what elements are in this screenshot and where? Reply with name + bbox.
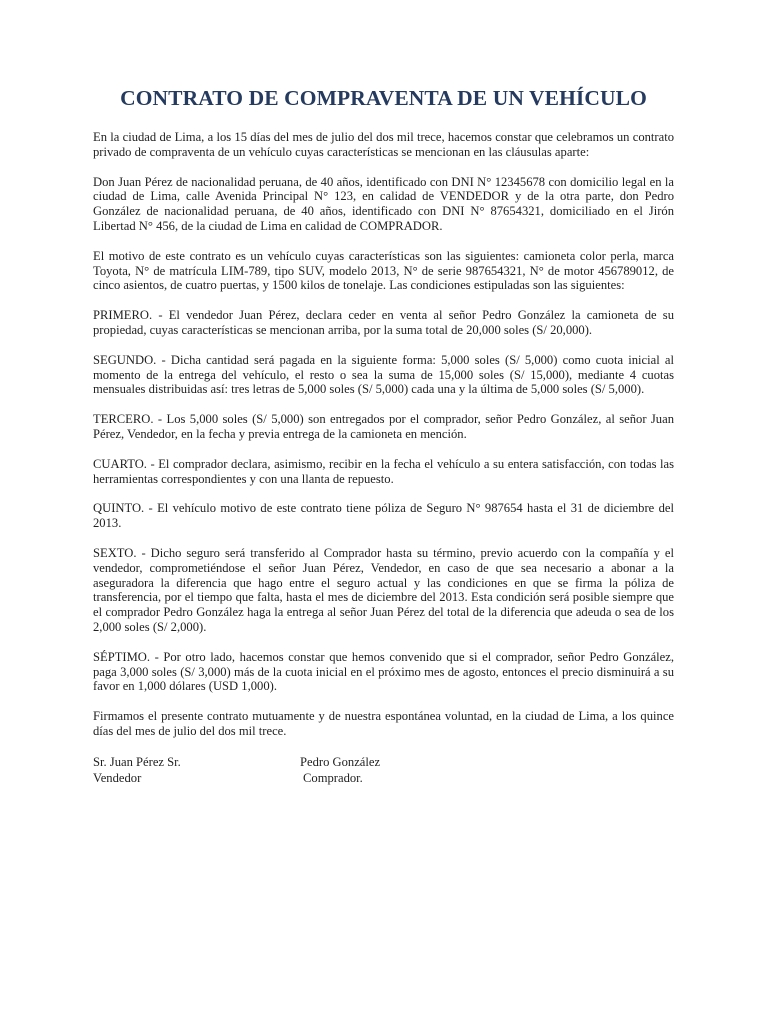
signature-block <box>93 754 674 786</box>
signature-roles-row <box>93 770 674 786</box>
clause-cuarto: CUARTO. - El comprador declara, asimismo, recibir en la fecha el vehículo a su entera satisfacción, con todas las herramientas correspondientes y con una llanta de repuesto. <box>93 456 674 486</box>
buyer-role: Comprador. <box>303 770 363 785</box>
clause-septimo: SÉPTIMO. - Por otro lado, hacemos constar que hemos convenido que si el comprador, señor Pedro González, paga 3,000 soles (S/ 3,000) más de la cuota inicial en el próximo mes de agosto, entonces el precio disminuirá a su favor en 1,000 dólares (USD 1,000). <box>93 649 674 694</box>
document-title: CONTRATO DE COMPRAVENTA DE UN VEHÍCULO <box>120 86 647 110</box>
signature-names-row <box>93 754 674 770</box>
clause-segundo: SEGUNDO. - Dicha cantidad será pagada en la siguiente forma: 5,000 soles (S/ 5,000) como cuota inicial al momento de la entrega del vehículo, el resto o sea la suma de 15,000 soles (S/ 15,000), mediante 4 cuotas mensuales distribuidas así: tres letras de 5,000 soles (S/ 5,000) cada una y la última de 5,000 soles (S/ 5,000). <box>93 352 674 397</box>
buyer-name: Pedro González <box>300 754 381 769</box>
parties-paragraph: Don Juan Pérez de nacionalidad peruana, de 40 años, identificado con DNI N° 12345678 con domicilio legal en la ciudad de Lima, calle Avenida Principal N° 123, en calidad de VENDEDOR y de la otra parte, don Pedro González de nacionalidad peruana, de 40 años, identificado con DNI N° 87654321, domiciliado en el Jirón Libertad N° 456, de la ciudad de Lima en calidad de COMPRADOR. <box>93 174 674 233</box>
clause-primero: PRIMERO. - El vendedor Juan Pérez, declara ceder en venta al señor Pedro González la camioneta de su propiedad, cuyas características se mencionan arriba, por la suma total de 20,000 soles (S/ 20,000). <box>93 308 674 337</box>
clause-tercero: TERCERO. - Los 5,000 soles (S/ 5,000) son entregados por el comprador, señor Pedro González, al señor Juan Pérez, Vendedor, en la fecha y previa entrega de la camioneta en mención. <box>93 412 674 441</box>
seller-role: Vendedor <box>93 770 142 785</box>
closing-paragraph: Firmamos el presente contrato mutuamente y de nuestra espontánea voluntad, en la ciudad de Lima, a los quince días del mes de julio del dos mil trece. <box>93 709 674 738</box>
contract-page <box>93 86 674 786</box>
vehicle-description-paragraph: El motivo de este contrato es un vehículo cuyas características son las siguientes: camioneta color perla, marca Toyota, N° de matrícula LIM-789, tipo SUV, modelo 2013, N° de serie 987654321, N° de motor 456789012, de cinco asientos, de cuatro puertas, y 1500 kilos de tonelaje. Las condiciones estipuladas son las siguientes: <box>93 248 674 293</box>
seller-name: Sr. Juan Pérez Sr. <box>93 754 181 769</box>
intro-paragraph: En la ciudad de Lima, a los 15 días del mes de julio del dos mil trece, hacemos constar que celebramos un contrato privado de compraventa de un vehículo cuyas características se mencionan en las cláusulas aparte: <box>93 130 674 159</box>
clause-quinto: QUINTO. - El vehículo motivo de este contrato tiene póliza de Seguro N° 987654 hasta el 31 de diciembre del 2013. <box>93 501 674 531</box>
clause-sexto: SEXTO. - Dicho seguro será transferido al Comprador hasta su término, previo acuerdo con la compañía y el vendedor, comprometiéndose el señor Juan Pérez, Vendedor, en caso de que sea necesario a abonar a la aseguradora la diferencia que hago entre el seguro actual y las condiciones en que se firma la póliza de transferencia, por el tiempo que falta, hasta el mes de diciembre del 2013. Esta condición será posible siempre que el comprador Pedro González haga la entrega al señor Juan Pérez del total de la diferencia que adeuda o sea de los 2,000 soles (S/ 2,000). <box>93 545 674 634</box>
